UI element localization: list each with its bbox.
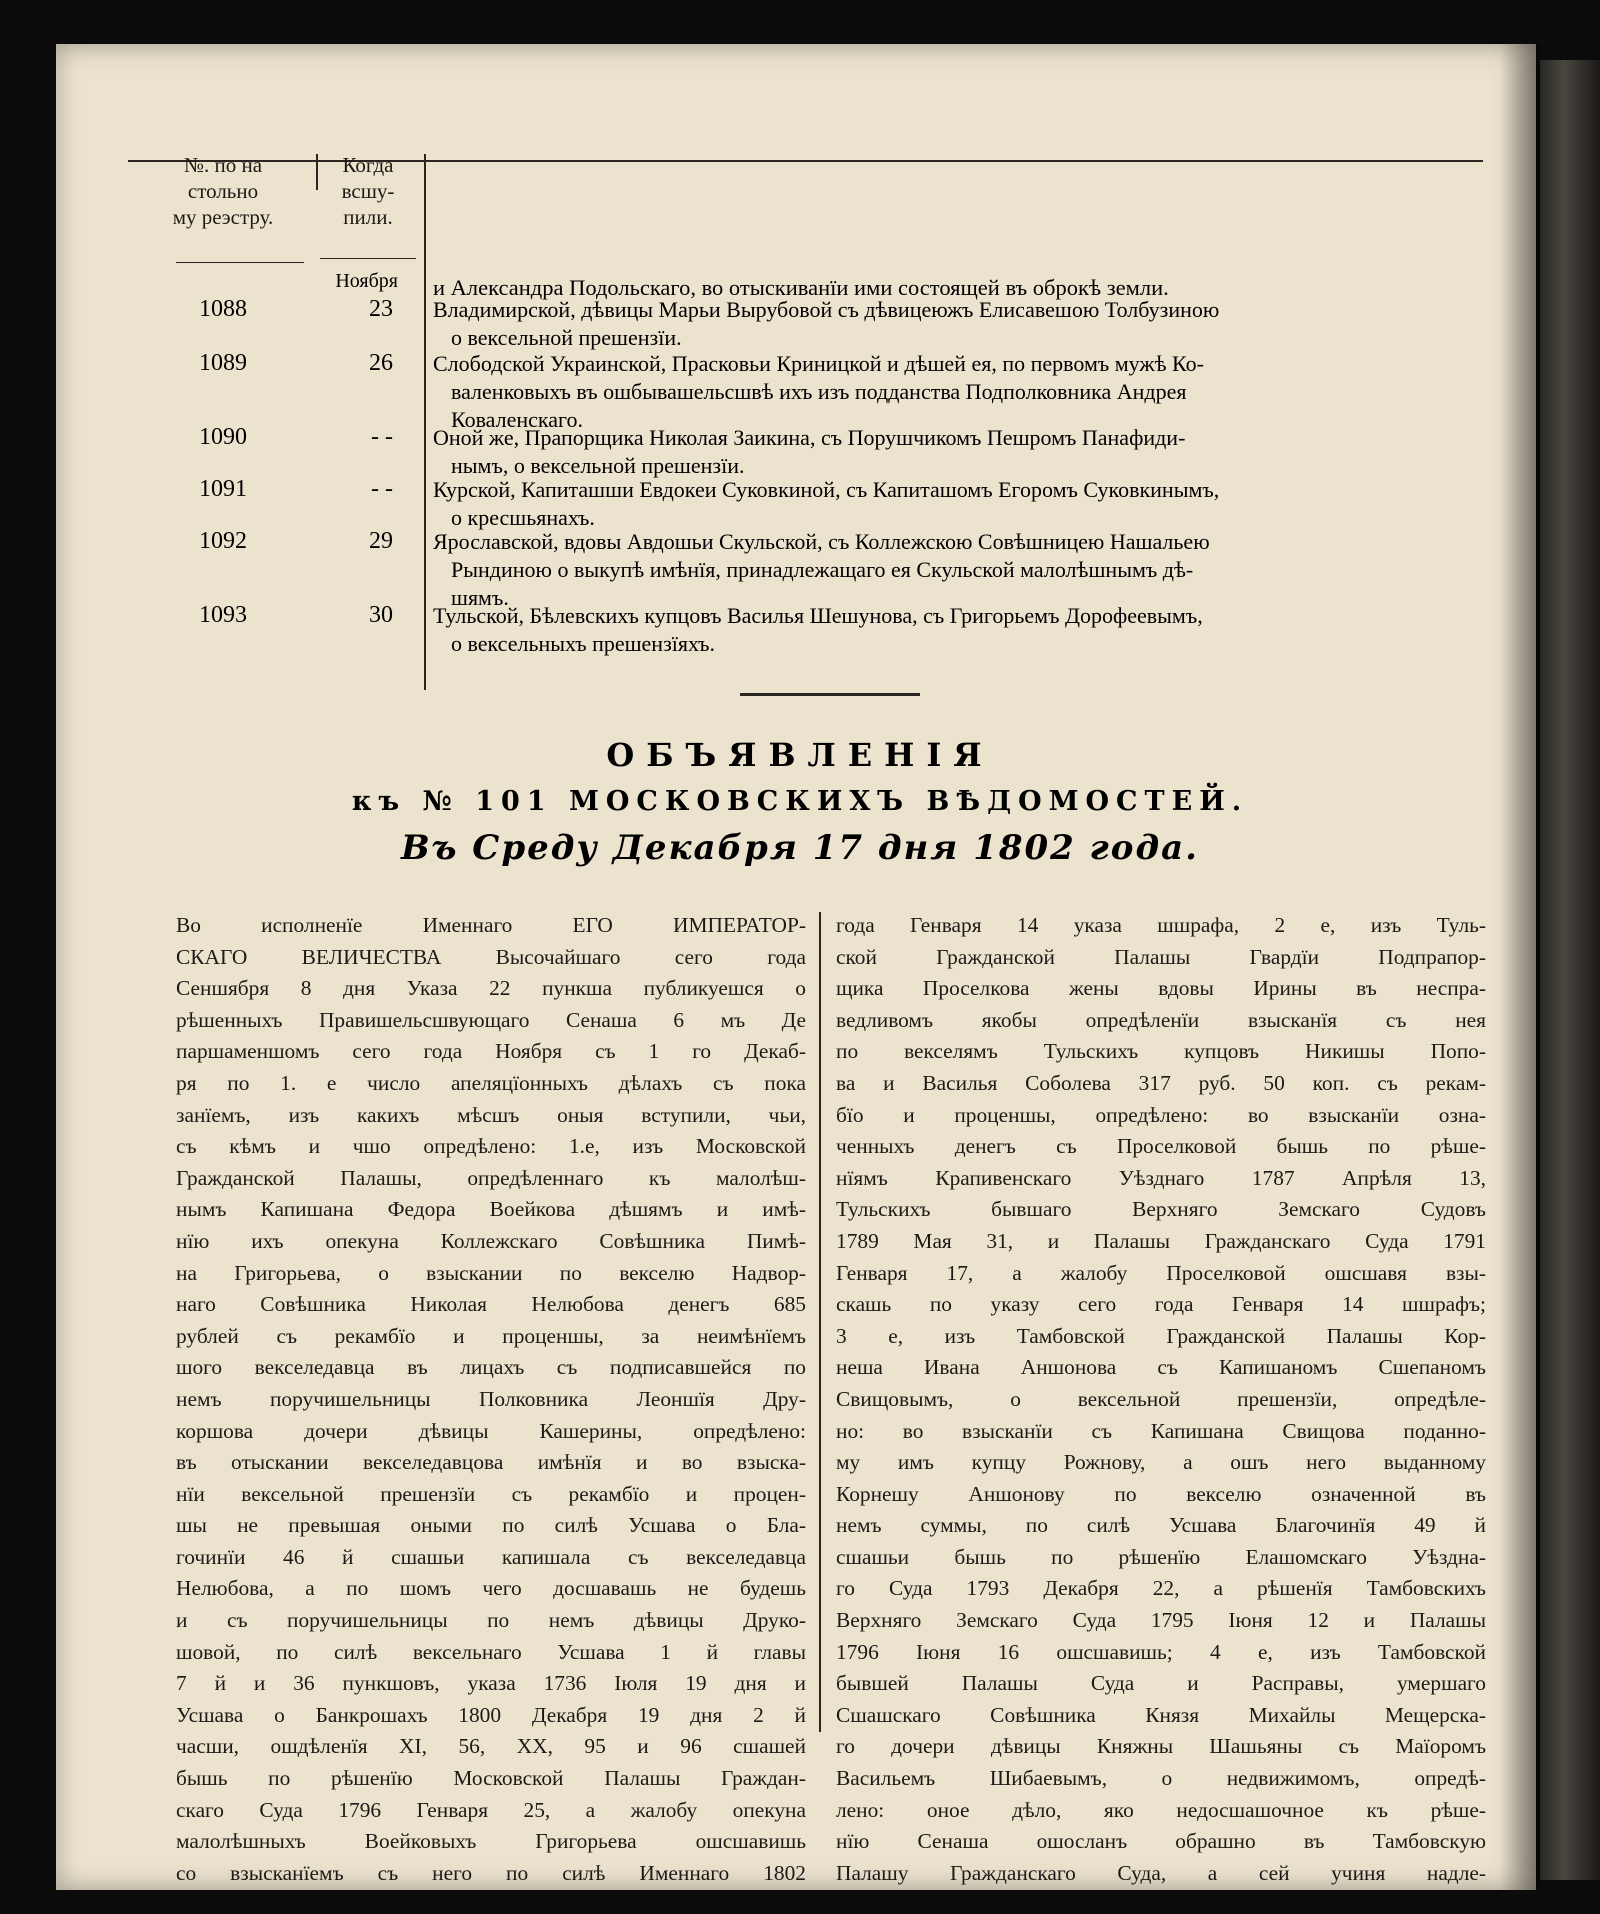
row-line: Коваленскаго. [451,407,584,432]
row-day: 29 [369,528,393,554]
header-number-line: стольно [187,179,259,203]
body-line: немъ суммы, по силѣ Усшава Благочинїя 49 й [836,1513,1486,1538]
body-line: нїямъ Крапивенскаго Уѣзднаго 1787 Апрѣля 13, [836,1165,1486,1190]
body-line: му имъ купцу Рожнову, а ошъ него выданному [836,1450,1486,1475]
row-line: Слободской Украинской, Прасковьи Криницкой и дѣшей ея, по первомъ мужѣ Ко- [433,351,1204,376]
body-line: скаго Суда 1796 Генваря 25, а жалобу опекуна [176,1797,806,1822]
header-when [313,152,423,230]
body-line: Генваря 17, а жалобу Проселковой ошсшавя взы- [836,1260,1486,1285]
row-description [433,424,1488,480]
body-line: Верхняго Земскаго Суда 1795 Іюня 12 и Палашы [836,1608,1486,1633]
body-line: наго Совѣшника Николая Нелюбова денегъ 685 [176,1292,806,1317]
body-line: шовой, по силѣ вексельнаго Усшава 1 й главы [176,1639,806,1664]
body-line: го дочери дѣвицы Княжны Шашьяны съ Маїоромъ [836,1734,1486,1759]
row-line: о вексельной прешензїи. [451,325,682,350]
body-line: нымъ Капишана Федора Воейкова дѣшямъ и имѣ- [176,1197,806,1222]
header-when-rule [320,258,416,259]
body-line: Сеншября 8 дня Указа 22 пункша публикуешся о [176,976,806,1001]
body-line: го Суда 1793 Декабря 22, а рѣшенїя Тамбовскихъ [836,1576,1486,1601]
header-number-line: му реэстру. [172,205,274,229]
body-line: на Григорьева, о взыскании по векселю Надвор- [176,1260,806,1285]
body-line: нїю Сенаша ошосланъ обрашно въ Тамбовскую [836,1829,1486,1854]
body-line: сшашьи бышь по рѣшенїю Елашомскаго Уѣздна- [836,1544,1486,1569]
body-line: рѣшенныхъ Правишельсшвующаго Сенаша 6 мъ Де [176,1007,806,1032]
row-description [433,476,1488,532]
body-line: по векселямъ Тульскихъ купцовъ Никишы Попо- [836,1039,1486,1064]
body-line: Сшашскаго Совѣшника Князя Михайлы Мещерска- [836,1702,1486,1727]
header-number-line: №. по на [183,153,263,177]
row-day: 30 [369,602,393,628]
month-label: Ноября [335,270,398,292]
body-line: Корнешу Аншонову по векселю означенной въ [836,1481,1486,1506]
body-line: щика Проселкова жены вдовы Ирины въ неспра- [836,976,1486,1001]
column-rule [819,912,821,1732]
body-line: СКАГО ВЕЛИЧЕСТВА Высочайшаго сего года [176,944,806,969]
row-day: 26 [369,350,393,376]
row-line: Рындиною о выкупѣ имѣнїя, принадлежащаго ея Скульской малолѣшнымъ дѣ- [451,557,1194,582]
body-line: 1789 Мая 31, и Палашы Гражданскаго Суда 1791 [836,1228,1486,1253]
row-line: Владимирской, дѣвицы Марьи Вырубовой съ дѣвицеюжъ Елисавешою Толбузиною [433,297,1220,322]
body-line: бїо и проценшы, опредѣлено: во взысканїи озна- [836,1102,1486,1127]
row-description [433,602,1488,658]
body-line: но: во взысканїи съ Капишана Свищова поданно- [836,1418,1486,1443]
body-line: Гражданской Палашы, опредѣленнаго къ малолѣш- [176,1165,806,1190]
body-line: Во исполненїе Именнаго ЕГО ИМПЕРАТОР- [176,913,806,937]
body-line: Нелюбова, а по шомъ чего досшавашь не будешь [176,1576,806,1601]
row-line: Оной же, Прапорщика Николая Заикина, съ Порушчикомъ Пешромъ Панафиди- [433,425,1186,450]
body-column-left [176,910,806,1889]
body-line: со взысканїемъ съ него по силѣ Именнаго 1802 [176,1860,806,1885]
body-line: ря по 1. е число апеляцїонныхъ дѣлахъ съ пока [176,1070,806,1095]
body-line: лено: оное дѣло, яко недосшашочное къ рѣше- [836,1797,1486,1822]
row-line: о кресшьянахъ. [451,505,595,530]
row-line: Ярославской, вдовы Авдошьи Скульской, съ Коллежскою Совѣшницею Нашальею [433,529,1210,554]
row-day: 23 [369,296,393,322]
header-number [163,152,283,230]
row-line: валенковыхъ въ ошбывашельсшвѣ ихъ изъ подданства Подполковника Андрея [451,379,1187,404]
body-line: шого векселедавца въ лицахъ съ подписавшейся по [176,1355,806,1380]
body-line: нїю ихъ опекуна Коллежскаго Совѣшника Пимѣ- [176,1228,806,1253]
row-line: нымъ, о вексельной прешензїи. [451,453,745,478]
body-line: неша Ивана Аншонова съ Капишаномъ Сшепаномъ [836,1355,1486,1380]
body-line: Тульскихъ бывшаго Верхняго Земскаго Судовъ [836,1197,1486,1222]
row-day: - - [371,476,393,502]
body-line: малолѣшныхъ Воейковыхъ Григорьева ошсшавишь [176,1829,806,1854]
body-line: года Генваря 14 указа шшрафа, 2 е, изъ Туль- [836,913,1486,937]
body-line: скашь по указу сего года Генваря 14 шшрафъ; [836,1292,1486,1317]
announcement-title: ОБЪЯВЛЕНІЯ [606,736,994,774]
header-when-line: всшу- [341,179,395,203]
body-line: ведливомъ якобы опредѣленїи взысканїя съ нея [836,1007,1486,1032]
body-line: шы не превышая оными по силѣ Усшава о Бла- [176,1513,806,1538]
body-line: часши, ошдѣленїя XI, 56, XX, 95 и 96 сшашей [176,1734,806,1759]
row-number: 1092 [199,528,247,554]
body-line: Палашу Гражданскаго Суда, а сей учиня надле- [836,1860,1486,1885]
body-line: и съ поручишельницы по немъ дѣвицы Друко- [176,1608,806,1633]
body-line: гочинїи 46 й сшашьи капишала съ векселедавца [176,1544,806,1569]
body-line: Васильемъ Шибаевымъ, о недвижимомъ, опредѣ- [836,1766,1486,1791]
header-when-line: пили. [343,205,393,229]
header-when-line: Когда [342,153,394,177]
body-line: бышь по рѣшенїю Московской Палашы Граждан- [176,1766,806,1791]
body-line: ченныхъ денегъ съ Проселковой бышь по рѣше- [836,1134,1486,1159]
announcement-subtitle: къ № 101 МОСКОВСКИХЪ ВѢДОМОСТЕЙ. [351,786,1249,817]
body-line: рублей съ рекамбїо и проценшы, за неимѣнїемъ [176,1323,806,1348]
body-line: нїи вексельной прешензїи съ рекамбїо и процен- [176,1481,806,1506]
page-gutter-shadow [1500,44,1540,1890]
row-line: Курской, Капиташши Евдокеи Суковкиной, съ Капиташомъ Егоромъ Суковкинымъ, [433,477,1220,502]
body-line: 3 е, изъ Тамбовской Гражданской Палашы Кор- [836,1323,1486,1348]
body-line: въ отыскании векселедавцова имѣнїя и во взыска- [176,1450,806,1475]
column-divider [424,154,426,690]
body-line: немъ поручишельницы Полковника Леоншїя Дру- [176,1386,806,1411]
row-line: о вексельныхъ прешензїяхъ. [451,631,716,656]
adjacent-page-edge [1540,60,1600,1880]
body-line: Усшава о Банкрошахъ 1800 Декабря 19 дня 2 й [176,1702,806,1727]
row-line: Тульской, Бѣлевскихъ купцовъ Василья Шешунова, съ Григорьемъ Дорофеевымъ, [433,603,1203,628]
header-number-rule [176,262,304,263]
body-line: ской Гражданской Палашы Гвардїи Подпрапор- [836,944,1486,969]
row-number: 1093 [199,602,247,628]
row-number: 1090 [199,424,247,450]
body-line: Свищовымъ, о вексельной прешензїи, опредѣле- [836,1386,1486,1411]
row-description [433,528,1488,612]
body-line: паршаменшомъ сего года Ноября съ 1 го Декаб- [176,1039,806,1064]
announcement-date: Въ Среду Декабря 17 дня 1802 года. [401,828,1199,868]
body-line: 7 й и 36 пункшовъ, указа 1736 Іюля 19 дня и [176,1671,806,1696]
body-line: занїемъ, изъ какихъ мѣсшъ оныя вступили, чьи, [176,1102,806,1127]
row-number: 1089 [199,350,247,376]
body-line: ва и Василья Соболева 317 руб. 50 коп. съ рекам- [836,1070,1486,1095]
row-description [433,296,1488,352]
row-day: - - [371,424,393,450]
body-line: коршова дочери дѣвицы Кашерины, опредѣлено: [176,1418,806,1443]
row-number: 1088 [199,296,247,322]
body-line: бывшей Палашы Суда и Расправы, умершаго [836,1671,1486,1696]
body-column-right [836,910,1486,1889]
body-line: съ кѣмъ и чшо опредѣлено: 1.е, изъ Московской [176,1134,806,1159]
register-table [128,150,1488,690]
row-description [433,350,1488,434]
row-line: шямъ. [451,585,509,610]
section-divider [740,693,920,696]
body-line: 1796 Іюня 16 ошсшавишь; 4 е, изъ Тамбовской [836,1639,1486,1664]
row-number: 1091 [199,476,247,502]
continuation-line: и Александра Подольскаго, во отыскиванїи ими состоящей въ оброкѣ земли. [433,275,1169,300]
